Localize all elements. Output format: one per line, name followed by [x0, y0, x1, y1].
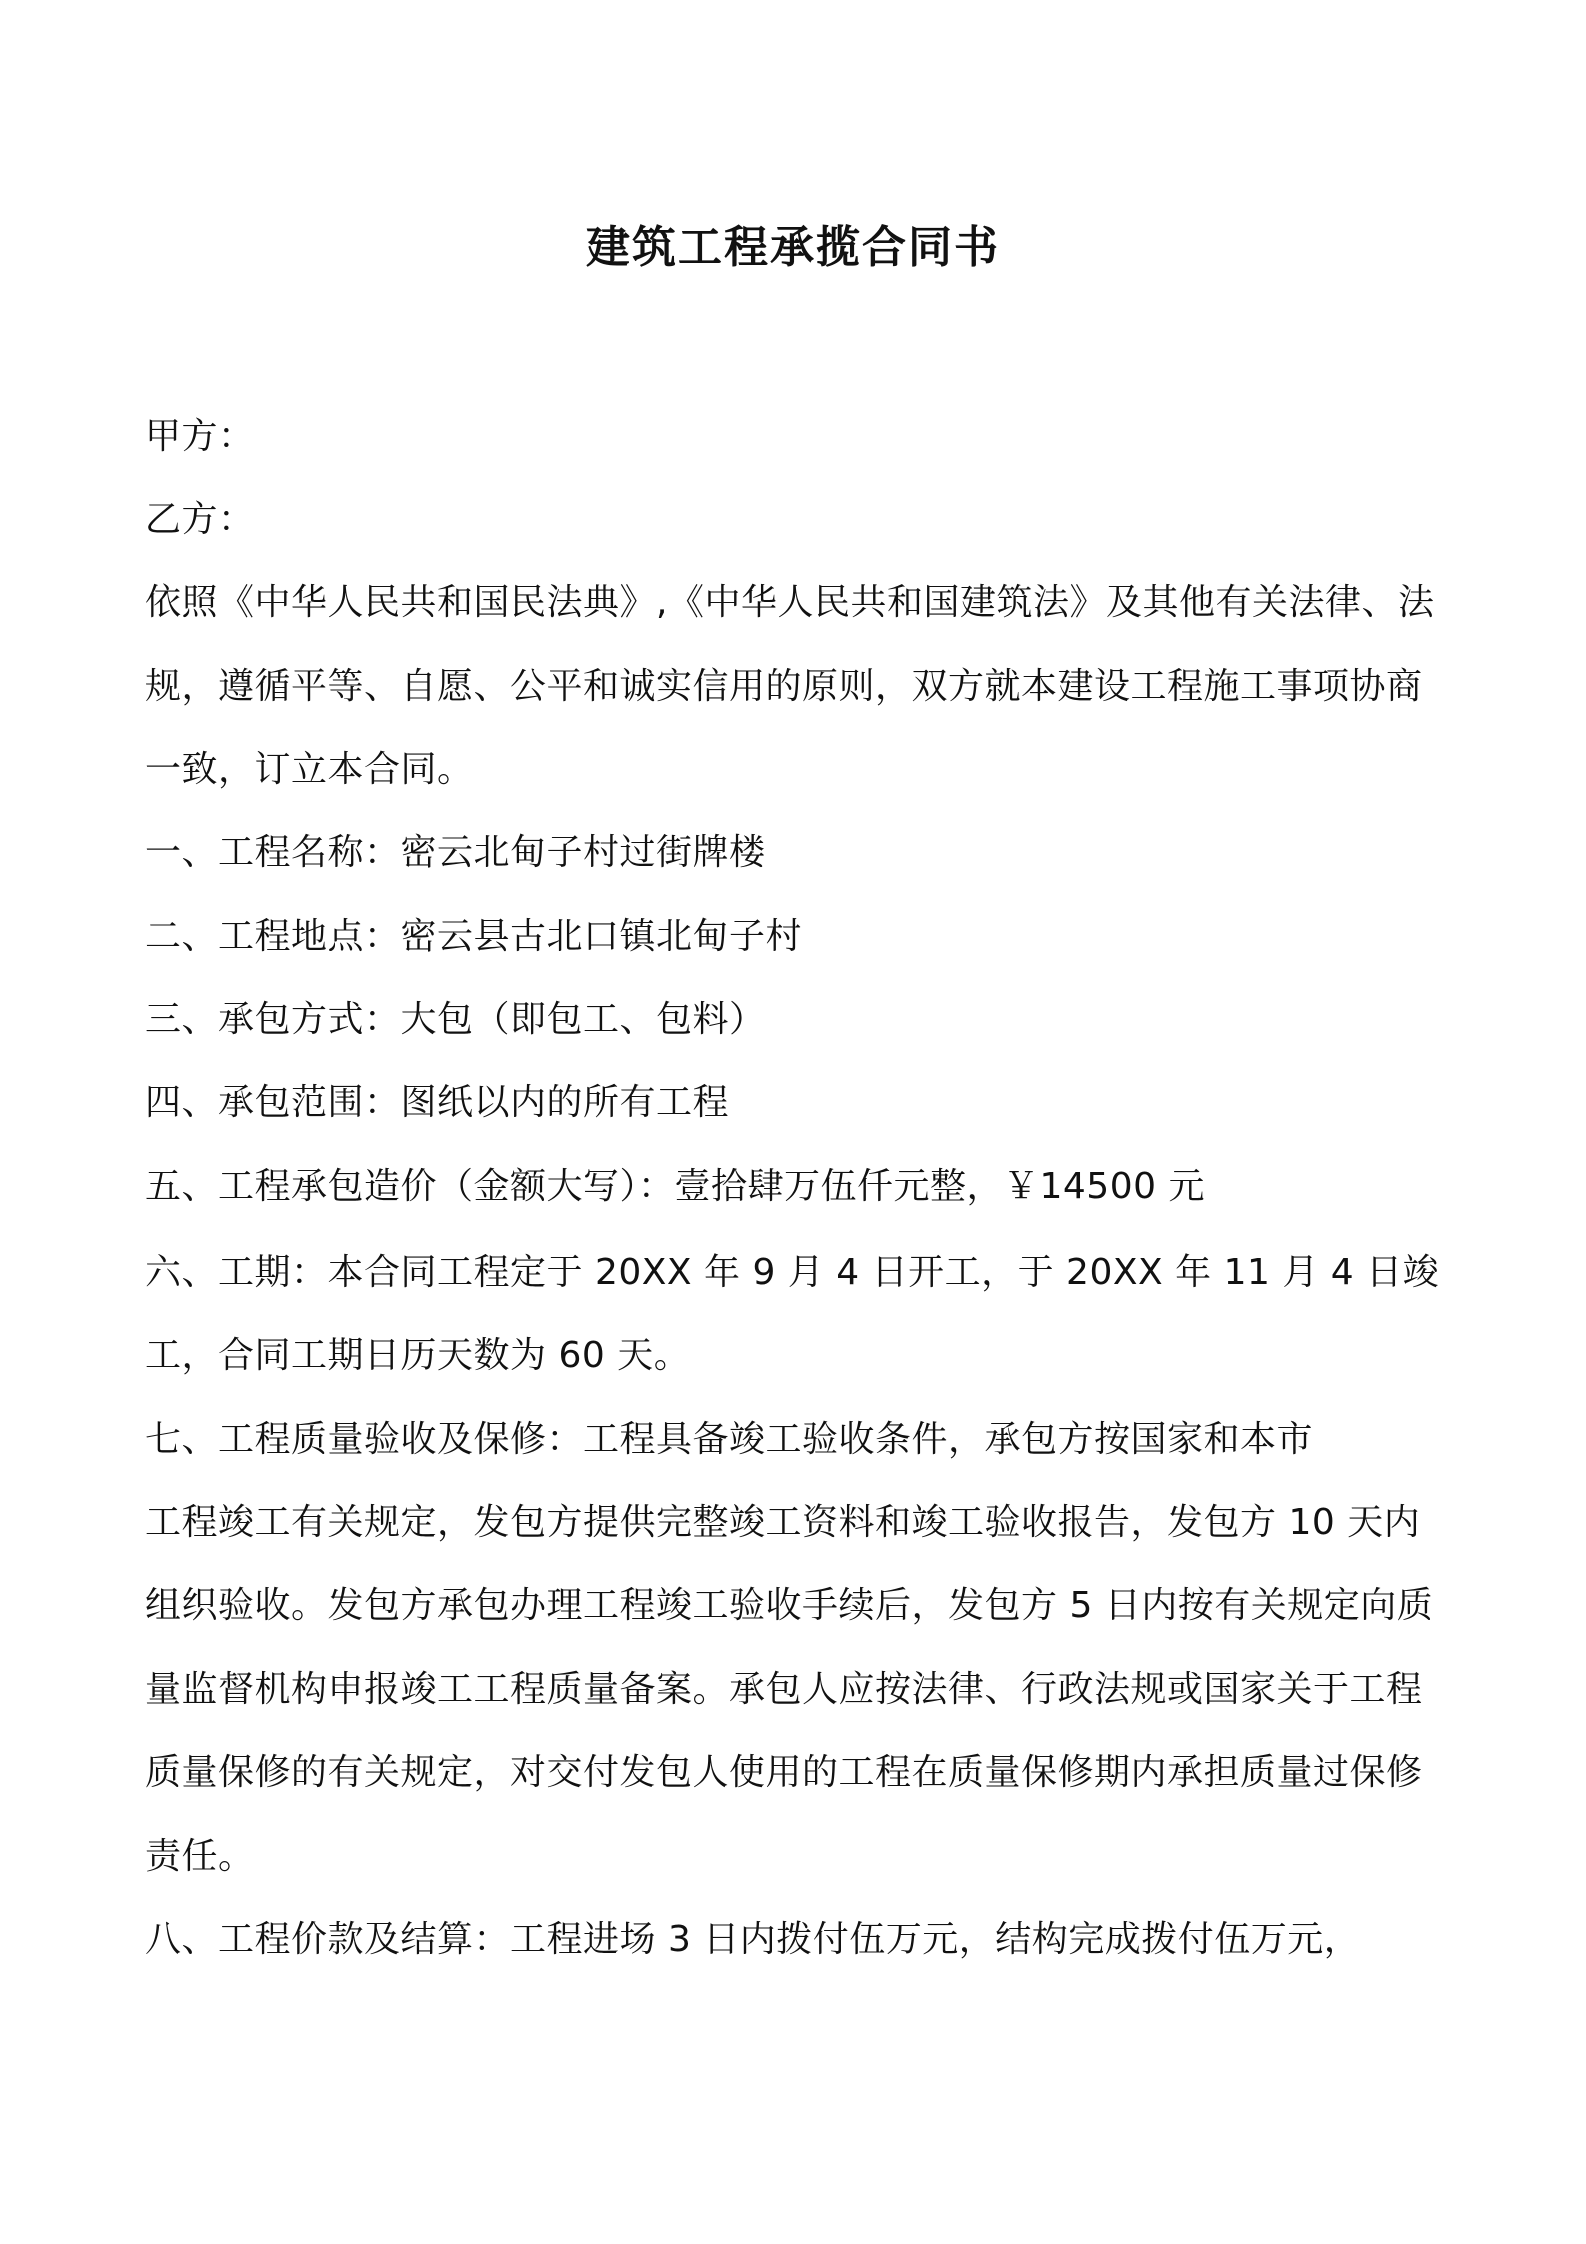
preamble-line-2: 规，遵循平等、自愿、公平和诚实信用的原则，双方就本建设工程施工事项协商 — [145, 666, 1423, 707]
clause-2-project-location: 二、工程地点：密云县古北口镇北甸子村 — [145, 916, 803, 957]
clause-6-duration-line-1: 六、工期：本合同工程定于 20XX 年 9 月 4 日开工，于 20XX 年 11 月 4 日竣 — [145, 1252, 1440, 1293]
clause-3-contract-method: 三、承包方式：大包（即包工、包料） — [145, 999, 766, 1040]
clause-7-quality-line-2: 工程竣工有关规定，发包方提供完整竣工资料和竣工验收报告，发包方 10 天内 — [145, 1502, 1421, 1543]
clause-4-contract-scope: 四、承包范围：图纸以内的所有工程 — [145, 1082, 730, 1123]
page-title: 建筑工程承揽合同书 — [586, 222, 1000, 273]
clause-7-quality-line-3: 组织验收。发包方承包办理工程竣工验收手续后，发包方 5 日内按有关规定向质 — [145, 1585, 1434, 1626]
party-a-line: 甲方： — [145, 416, 255, 457]
preamble-line-3: 一致，订立本合同。 — [145, 749, 474, 790]
clause-7-quality-line-5: 质量保修的有关规定，对交付发包人使用的工程在质量保修期内承担质量过保修 — [145, 1752, 1423, 1793]
clause-7-quality-line-6: 责任。 — [145, 1836, 255, 1877]
clause-5-contract-price: 五、工程承包造价（金额大写）：壹拾肆万伍仟元整，￥14500 元 — [145, 1166, 1205, 1207]
clause-7-quality-line-4: 量监督机构申报竣工工程质量备案。承包人应按法律、行政法规或国家关于工程 — [145, 1669, 1423, 1710]
clause-7-quality-line-1: 七、工程质量验收及保修：工程具备竣工验收条件，承包方按国家和本市 — [145, 1419, 1314, 1460]
clause-6-duration-line-2: 工，合同工期日历天数为 60 天。 — [145, 1335, 691, 1376]
clause-8-payment-line-1: 八、工程价款及结算：工程进场 3 日内拨付伍万元，结构完成拨付伍万元， — [145, 1919, 1361, 1960]
preamble-line-1: 依照《中华人民共和国民法典》,《中华人民共和国建筑法》及其他有关法律、法 — [145, 582, 1435, 623]
party-b-line: 乙方： — [145, 499, 255, 540]
clause-1-project-name: 一、工程名称：密云北甸子村过街牌楼 — [145, 832, 766, 873]
